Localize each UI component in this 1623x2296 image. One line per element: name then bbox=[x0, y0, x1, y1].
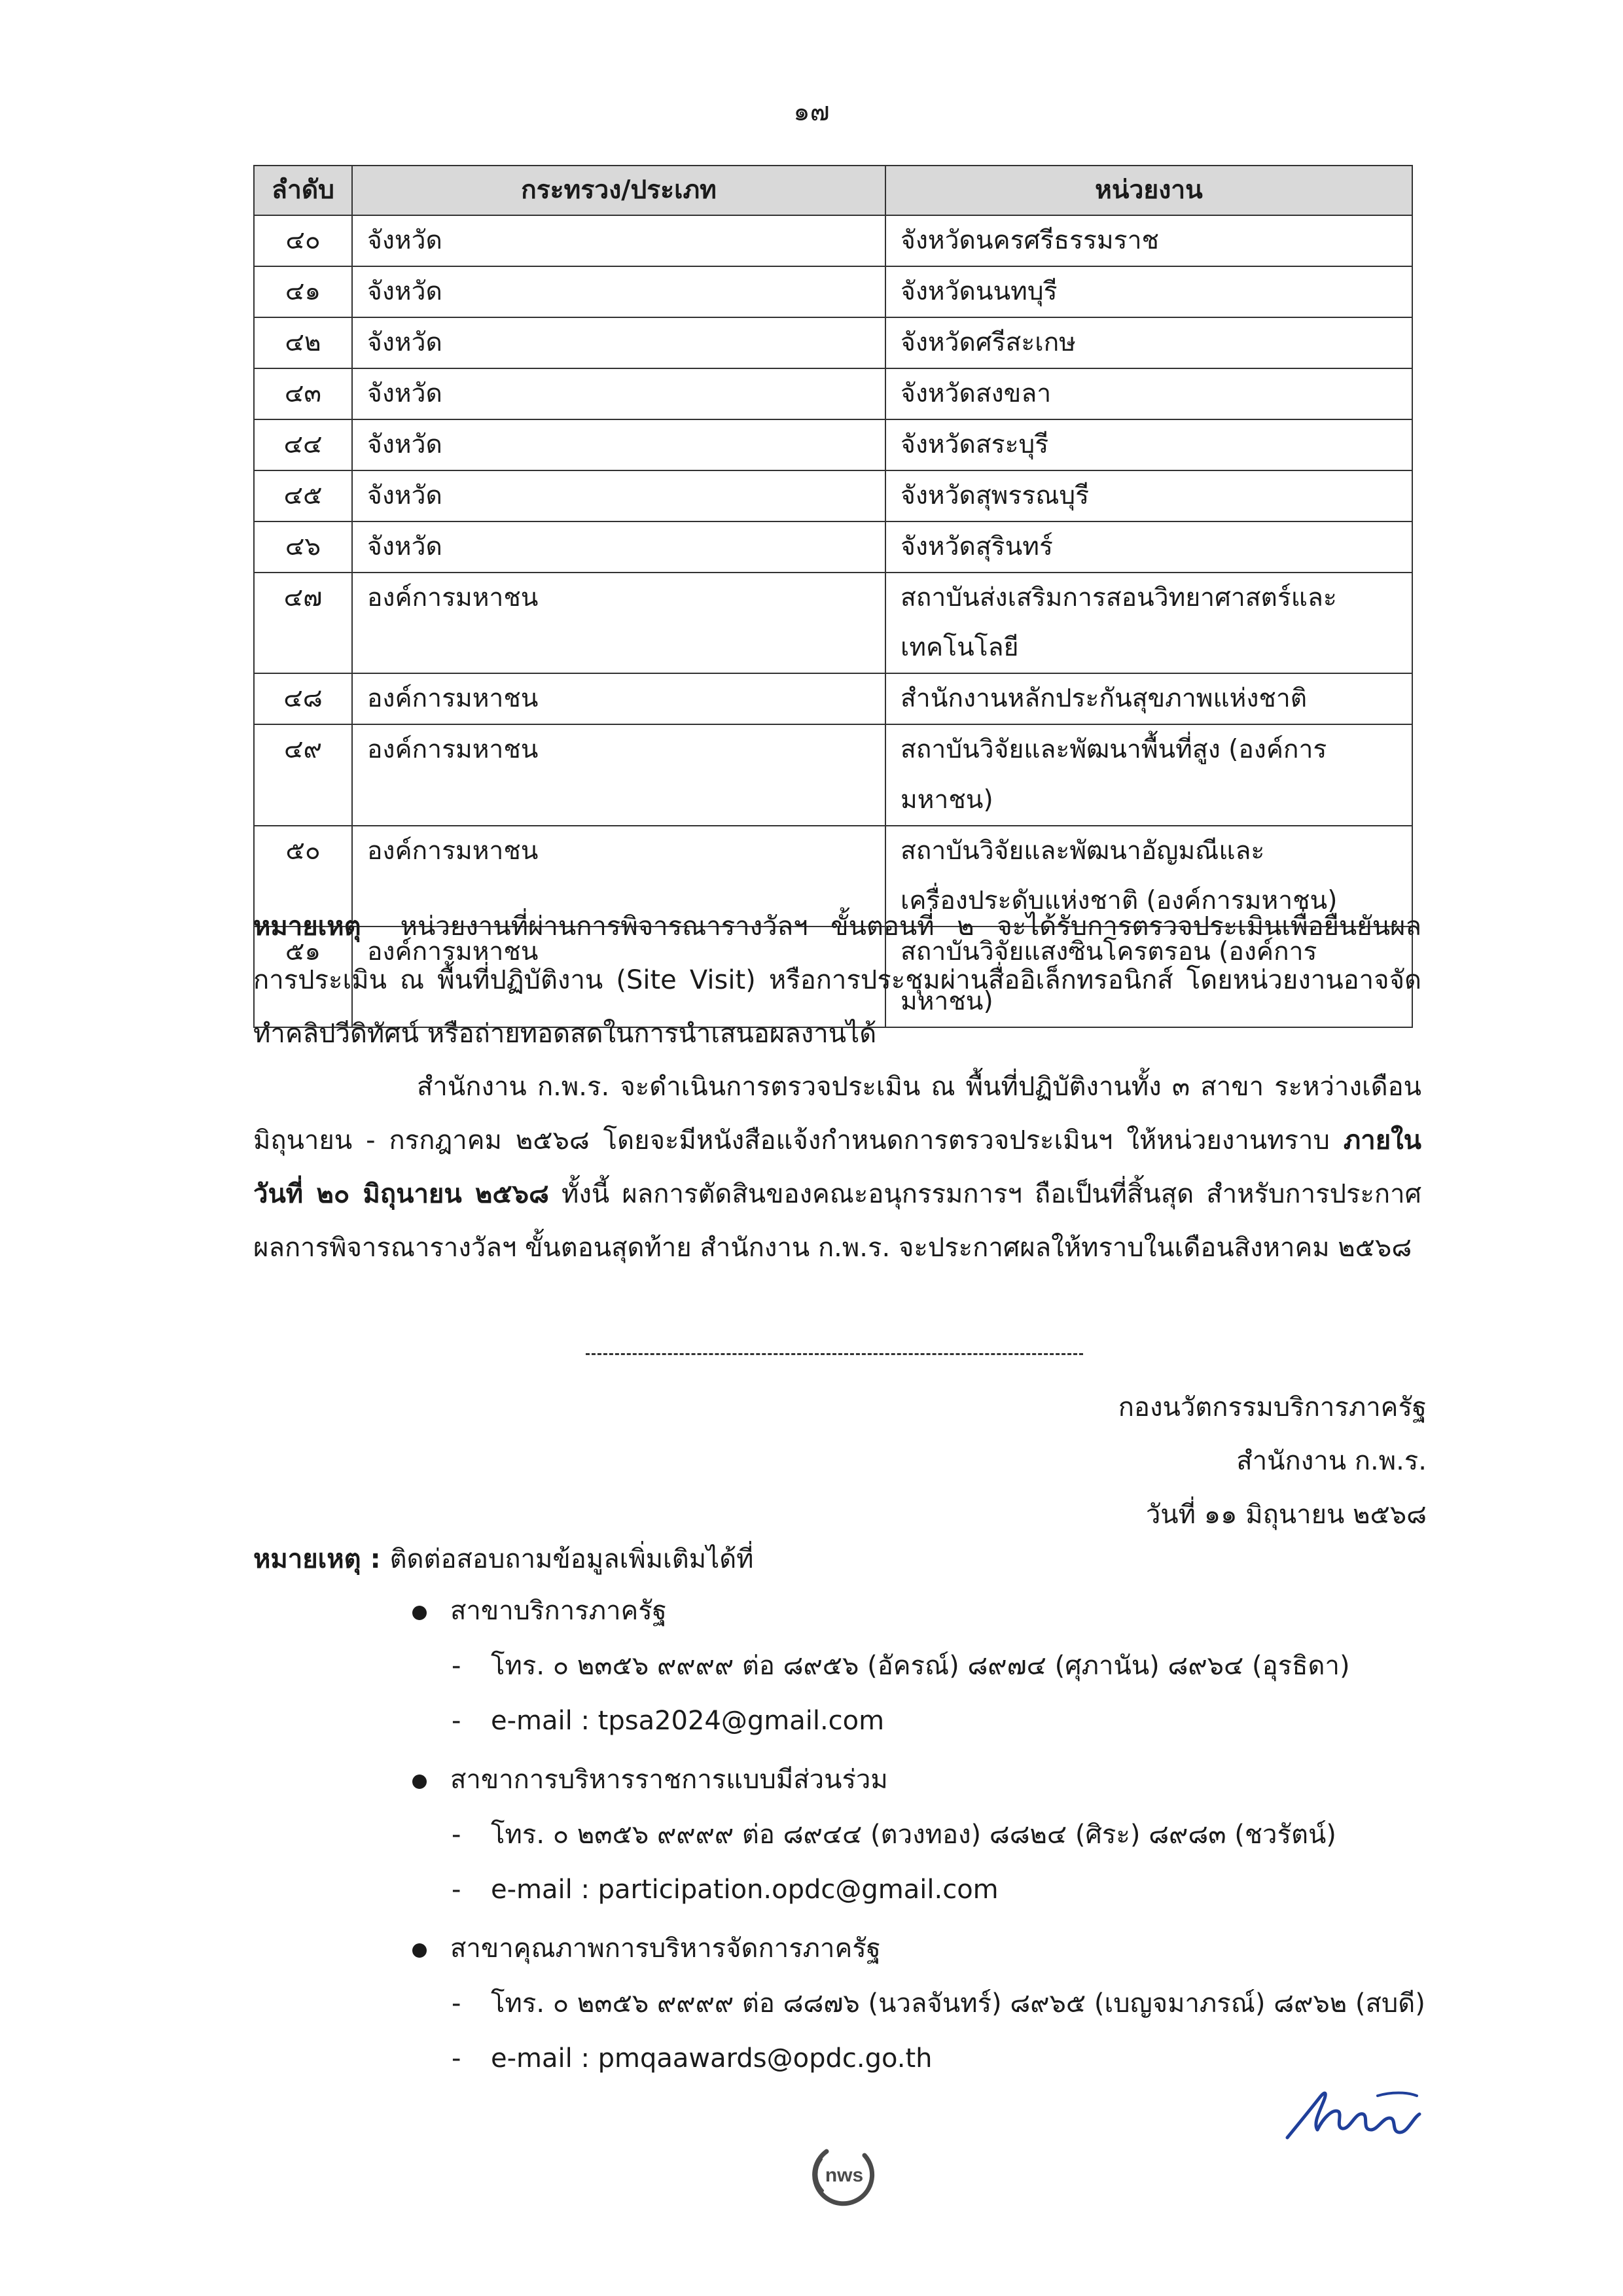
cell-order: ๔๙ bbox=[254, 724, 352, 825]
paragraph-text-1: สำนักงาน ก.พ.ร. จะดำเนินการตรวจประเมิน ณ พื้นที่ปฏิบัติงานทั้ง ๓ สาขา ระหว่างเดือนมิถุนายน - กรกฎาคม ๒๕๖๘ โดยจะมีหนังสือแจ้งกำหนดการตรวจประเมินฯ ให้หน่วยงานทราบ bbox=[253, 1072, 1421, 1156]
dash-marker: - bbox=[452, 1651, 461, 1681]
cell-agency: จังหวัดสงขลา bbox=[885, 368, 1412, 419]
column-header-ministry-type: กระทรวง/ประเภท bbox=[352, 166, 885, 215]
dash-marker: - bbox=[452, 1820, 461, 1850]
table-row bbox=[254, 470, 1412, 521]
note-text: หน่วยงานที่ผ่านการพิจารณารางวัลฯ ขั้นตอนที่ ๒ จะได้รับการตรวจประเมินเพื่อยืนยันผลการประเมิน ณ พื้นที่ปฏิบัติงาน (Site Visit) หรือการประชุมผ่านสื่ออิเล็กทรอนิกส์ โดยหน่วยงานอาจจัดทำคลิปวีดิทัศน์ หรือถ่ายทอดสดในการนำเสนอผลงานได้ bbox=[253, 911, 1421, 1049]
cell-agency: จังหวัดสุรินทร์ bbox=[885, 521, 1412, 573]
branch-name-text: สาขาบริการภาครัฐ bbox=[450, 1596, 667, 1626]
branch-name bbox=[406, 1752, 1453, 1807]
table-row bbox=[254, 266, 1412, 317]
dash-marker: - bbox=[452, 1706, 461, 1736]
opdc-logo-icon bbox=[807, 2140, 879, 2212]
cell-agency: จังหวัดนครศรีธรรมราช bbox=[885, 215, 1412, 266]
cell-ministry-type: จังหวัด bbox=[352, 521, 885, 573]
table-row bbox=[254, 419, 1412, 470]
signoff-division: กองนวัตกรรมบริการภาครัฐ bbox=[1118, 1392, 1427, 1422]
cell-ministry-type: จังหวัด bbox=[352, 419, 885, 470]
branch-phone-text: โทร. ๐ ๒๓๕๖ ๙๙๙๙ ต่อ ๘๙๔๔ (ตวงทอง) ๘๘๒๔ (ศิระ) ๘๙๘๓ (ชวรัตน์) bbox=[491, 1820, 1336, 1850]
cell-order: ๔๘ bbox=[254, 673, 352, 724]
dashed-divider bbox=[586, 1353, 1083, 1355]
dash-marker: - bbox=[452, 1875, 461, 1905]
cell-ministry-type: องค์การมหาชน bbox=[352, 673, 885, 724]
cell-order: ๔๗ bbox=[254, 573, 352, 673]
table-row bbox=[254, 724, 1412, 825]
branch-item bbox=[406, 1752, 1453, 1917]
branch-name bbox=[406, 1583, 1453, 1638]
cell-agency: จังหวัดสุพรรณบุรี bbox=[885, 470, 1412, 521]
handwritten-signature bbox=[1279, 2077, 1430, 2149]
cell-ministry-type: องค์การมหาชน bbox=[352, 927, 885, 1027]
table-header-row bbox=[254, 166, 1412, 215]
cell-ministry-type: จังหวัด bbox=[352, 266, 885, 317]
branch-email bbox=[406, 1862, 1453, 1917]
table-row bbox=[254, 521, 1412, 573]
cell-order: ๔๔ bbox=[254, 419, 352, 470]
table-row bbox=[254, 317, 1412, 368]
cell-order: ๔๒ bbox=[254, 317, 352, 368]
cell-agency: สถาบันวิจัยและพัฒนาพื้นที่สูง (องค์การมหาชน) bbox=[885, 724, 1412, 825]
signoff-office: สำนักงาน ก.พ.ร. bbox=[1236, 1446, 1427, 1476]
branch-name bbox=[406, 1921, 1453, 1976]
table-row bbox=[254, 673, 1412, 724]
cell-agency: สถาบันวิจัยและพัฒนาอัญมณีและ เครื่องประดับแห่งชาติ (องค์การมหาชน) bbox=[885, 826, 1412, 927]
cell-ministry-type: จังหวัด bbox=[352, 317, 885, 368]
branch-phone-text: โทร. ๐ ๒๓๕๖ ๙๙๙๙ ต่อ ๘๘๗๖ (นวลจันทร์) ๘๙๖๕ (เบญจมาภรณ์) ๘๙๖๒ (สบดี) bbox=[491, 1988, 1425, 2019]
table-row bbox=[254, 215, 1412, 266]
branch-phone bbox=[406, 1976, 1453, 2031]
table-row bbox=[254, 573, 1412, 673]
cell-ministry-type: องค์การมหาชน bbox=[352, 724, 885, 825]
branch-name-text: สาขาการบริหารราชการแบบมีส่วนร่วม bbox=[450, 1765, 888, 1795]
agency-table bbox=[253, 165, 1413, 1028]
cell-ministry-type: องค์การมหาชน bbox=[352, 573, 885, 673]
bullet-icon bbox=[412, 1775, 427, 1789]
note-site-visit bbox=[253, 900, 1421, 1061]
branch-name-text: สาขาคุณภาพการบริหารจัดการภาครัฐ bbox=[450, 1934, 881, 1964]
branch-item bbox=[406, 1921, 1453, 2086]
cell-order: ๔๑ bbox=[254, 266, 352, 317]
logo-text: nws bbox=[825, 2164, 864, 2186]
cell-agency: สถาบันวิจัยแสงซินโครตรอน (องค์การมหาชน) bbox=[885, 927, 1412, 1027]
page-number: ๑๗ bbox=[793, 97, 830, 127]
cell-order: ๕๑ bbox=[254, 927, 352, 1027]
cell-agency: จังหวัดนนทบุรี bbox=[885, 266, 1412, 317]
cell-order: ๕๐ bbox=[254, 826, 352, 927]
dash-marker: - bbox=[452, 1988, 461, 2019]
branch-contact-list bbox=[406, 1583, 1453, 2090]
table-row bbox=[254, 368, 1412, 419]
cell-order: ๔๕ bbox=[254, 470, 352, 521]
branch-email-text: e-mail : tpsa2024@gmail.com bbox=[491, 1706, 885, 1736]
paragraph-text-2: ทั้งนี้ ผลการตัดสินของคณะอนุกรรมการฯ ถือเป็นที่สิ้นสุด สำหรับการประกาศผลการพิจารณารางวัลฯ ขั้นตอนสุดท้าย สำนักงาน ก.พ.ร. จะประกาศผลให้ทราบในเดือนสิงหาคม ๒๕๖๘ bbox=[253, 1179, 1421, 1263]
signoff-block bbox=[1118, 1381, 1427, 1542]
cell-order: ๔๐ bbox=[254, 215, 352, 266]
cell-order: ๔๓ bbox=[254, 368, 352, 419]
cell-agency: สถาบันส่งเสริมการสอนวิทยาศาสตร์และเทคโนโลยี bbox=[885, 573, 1412, 673]
evaluation-paragraph bbox=[253, 1060, 1421, 1275]
branch-phone bbox=[406, 1807, 1453, 1862]
cell-ministry-type: จังหวัด bbox=[352, 368, 885, 419]
dash-marker: - bbox=[452, 2043, 461, 2074]
cell-ministry-type: จังหวัด bbox=[352, 470, 885, 521]
note-label: หมายเหตุ bbox=[253, 911, 361, 942]
branch-email-text: e-mail : participation.opdc@gmail.com bbox=[491, 1875, 999, 1905]
cell-agency: สำนักงานหลักประกันสุขภาพแห่งชาติ bbox=[885, 673, 1412, 724]
cell-ministry-type: องค์การมหาชน bbox=[352, 826, 885, 927]
contact-note bbox=[253, 1538, 754, 1580]
bullet-icon bbox=[412, 1943, 427, 1958]
bullet-icon bbox=[412, 1606, 427, 1620]
cell-agency: จังหวัดสระบุรี bbox=[885, 419, 1412, 470]
column-header-agency: หน่วยงาน bbox=[885, 166, 1412, 215]
branch-item bbox=[406, 1583, 1453, 1748]
column-header-order: ลำดับ bbox=[254, 166, 352, 215]
cell-order: ๔๖ bbox=[254, 521, 352, 573]
branch-phone bbox=[406, 1638, 1453, 1693]
cell-ministry-type: จังหวัด bbox=[352, 215, 885, 266]
signoff-date: วันที่ ๑๑ มิถุนายน ๒๕๖๘ bbox=[1145, 1500, 1427, 1530]
contact-note-label: หมายเหตุ : bbox=[253, 1544, 381, 1574]
paragraph-deadline: ภายในวันที่ ๒๐ มิถุนายน ๒๕๖๘ bbox=[253, 1125, 1421, 1209]
branch-phone-text: โทร. ๐ ๒๓๕๖ ๙๙๙๙ ต่อ ๘๙๕๖ (อัครณ์) ๘๙๗๔ (ศุภานัน) ๘๙๖๔ (อุรธิดา) bbox=[491, 1651, 1350, 1681]
branch-email-text: e-mail : pmqaawards@opdc.go.th bbox=[491, 2043, 933, 2074]
branch-email bbox=[406, 1693, 1453, 1748]
cell-agency: จังหวัดศรีสะเกษ bbox=[885, 317, 1412, 368]
contact-note-text: ติดต่อสอบถามข้อมูลเพิ่มเติมได้ที่ bbox=[389, 1544, 754, 1574]
